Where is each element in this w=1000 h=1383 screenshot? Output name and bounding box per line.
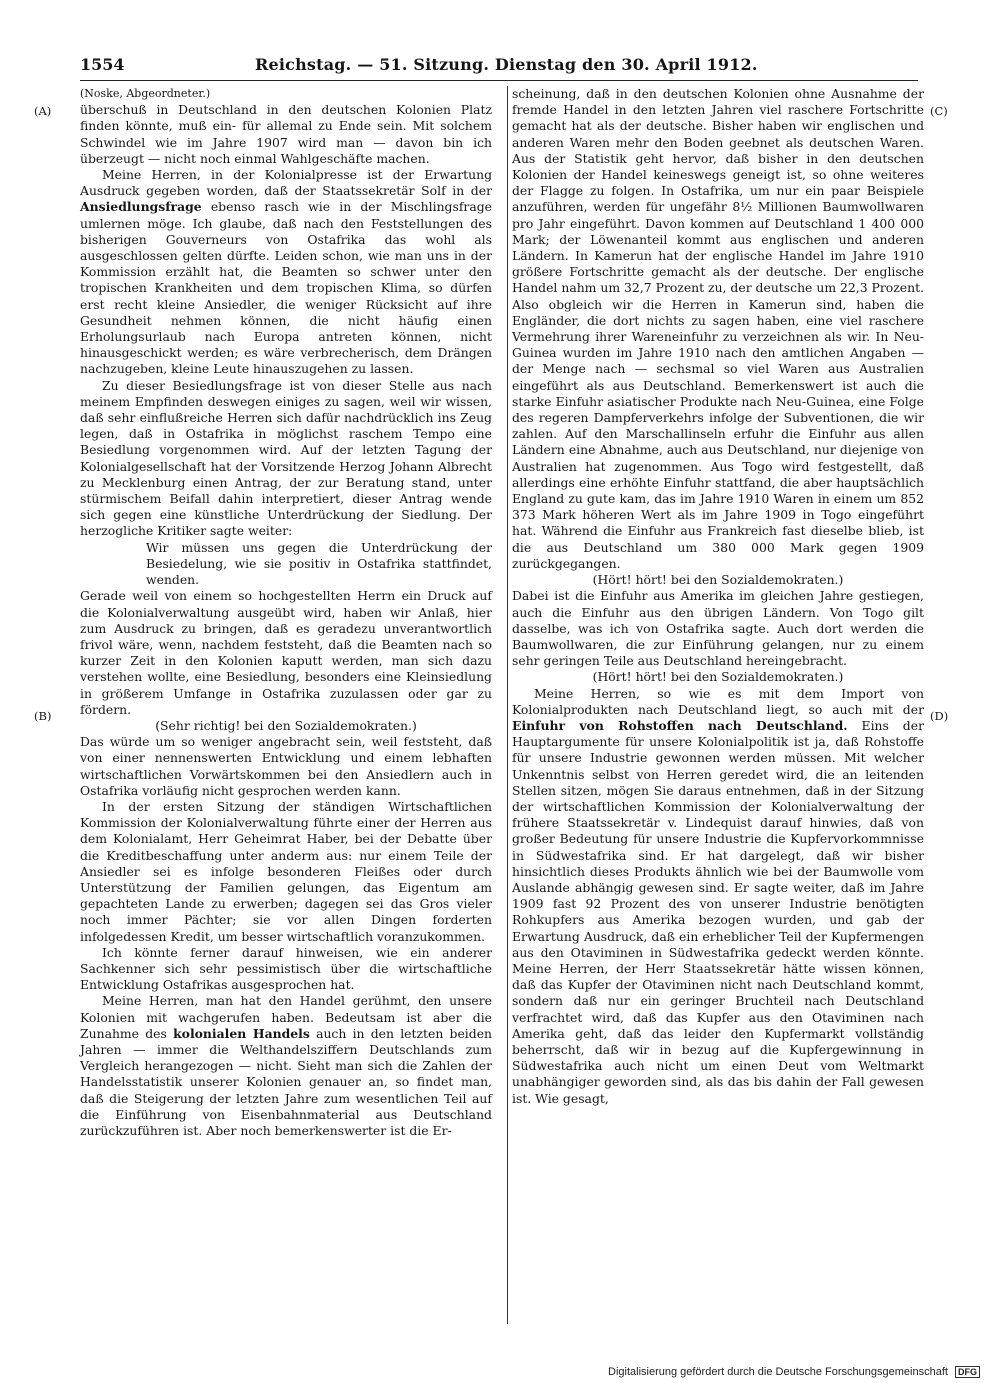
paragraph: Zu dieser Besiedlungsfrage ist von dieser Stelle aus nach meinem Empfinden deswegen einiges zu sagen, weil wir wissen, daß sehr einflußreiche Herren sich dafür nachdrücklich ins Zeug legen, daß in Ostafrika in möglichst raschem Tempo eine Besiedlung vorgenommen wird. Auf der letzten Tagung der Kolonialgesellschaft hat der Vorsitzende Herzog Johann Albrecht zu Mecklenburg einen Antrag, der zur Beratung stand, unter stürmischem Beifall dahin interpretiert, dieser Antrag wende sich gegen eine künstliche Unterdrückung der Siedlung. Der herzogliche Kritiker sagte weiter: (80, 377, 492, 539)
digitization-credit (608, 1366, 980, 1378)
column-divider (507, 86, 508, 1324)
paragraph: Meine Herren, so wie es mit dem Import von Kolonialprodukten nach Deutschland liegt, so auch mit der Einfuhr von Rohstoffen nach Deutschland. Eins der Hauptargumente für unsere Kolonialpolitik ist ja, daß Rohstoffe für unsere Industrie gewonnen werden müssen. Mit welcher Unkenntnis selbst von Herren geredet wird, die an leitenden Stellen sitzen, mögen Sie daraus entnehmen, daß in der Sitzung der wirtschaftlichen Kommission der Kolonialverwaltung der frühere Staatssekretär v. Lindequist darauf hinwies, daß von großer Bedeutung für unsere Industrie die Kupfervorkommnisse in Südwestafrika sind. Er hat dargelegt, daß wir bisher hinsichtlich dieses Produkts ähnlich wie bei der Baumwolle vom Auslande abhängig gewesen sind. Er sagte weiter, daß im Jahre 1909 fast 92 Prozent des von unserer Industrie benötigten Rohkupfers aus Amerika bezogen wurden, und gab der Erwartung Ausdruck, daß ein erheblicher Teil der Kupfermengen aus den Otaviminen in Südwestafrika gedeckt werden könnte. Meine Herren, der Herr Staatssekretär hätte wissen können, daß das Kupfer der Otaviminen nicht nach Deutschland kommt, sondern daß nur ein geringer Bruchteil nach Deutschland verfrachtet wird, daß das Kupfer aus den Otaviminen nach Amerika geht, daß das leider den Kupfermarkt vollständig beherrscht, daß wir in bezug auf die Kupfergewinnung in Südwestafrika auch nicht um einen Deut vom Weltmarkt unabhängiger geworden sind, als das bis dahin der Fall gewesen ist. Wie gesagt, (512, 685, 924, 1106)
quotation: Wir müssen uns gegen die Unterdrückung der Besiedelung, wie sie positiv in Ostafrika stattfindet, wenden. (146, 539, 492, 588)
running-title: Reichstag. — 51. Sitzung. Dienstag den 30. April 1912. (255, 55, 758, 74)
paragraph: Gerade weil von einem so hochgestellten Herrn ein Druck auf die Kolonialverwaltung ausgeübt wird, haben wir Anlaß, hier zum Ausdruck zu bringen, daß es geradezu unverantwortlich frivol wäre, wenn, nachdem feststeht, daß die Beamten nach so kurzer Zeit in den Kolonien kaputt werden, man sich dazu verstehen wollte, eine Besiedlung, besonders eine Kleinsiedlung in größerem Umfange in Ostafrika zuzulassen oder gar zu fördern. (80, 588, 492, 717)
margin-mark-b: (B) (34, 709, 52, 723)
emphasis: Ansiedlungsfrage (80, 199, 202, 215)
paragraph: Das würde um so weniger angebracht sein, weil feststeht, daß von einer nennenswerten Entwicklung und einem lebhaften wirtschaftlichen Vorwärtskommen bei den Ansiedlern auch in Ostafrika vorläufig nicht gesprochen werden kann. (80, 734, 492, 798)
paragraph: überschuß in Deutschland in den deutschen Kolonien Platz finden könnte, muß ein- für allemal zu Ende sein. Mit solchem Schwindel wie im Jahre 1907 wird man — davon bin ich überzeugt — nicht noch einmal Wahlgeschäfte machen. (80, 102, 492, 166)
emphasis: Einfuhr von Rohstoffen nach Deutschland. (512, 717, 848, 733)
left-column (80, 86, 492, 1139)
interjection: (Hört! hört! bei den Sozialdemokraten.) (592, 572, 844, 588)
paragraph: Dabei ist die Einfuhr aus Amerika im gleichen Jahre gestiegen, auch die Einfuhr aus den übrigen Ländern. Von Togo gilt dasselbe, was ich von Ostafrika sagte. Auch dort werden die Baumwollwaren, die zur Einführung gelangen, nur zu einem sehr geringen Teile aus Deutschland hereingebracht. (512, 588, 924, 669)
paragraph: Ich könnte ferner darauf hinweisen, wie ein anderer Sachkenner sich sehr pessimistisch über die wirtschaftliche Entwicklung Ostafrikas ausgesprochen hat. (80, 944, 492, 993)
speaker-label: (Noske, Abgeordneter.) (80, 87, 211, 100)
header-rule (80, 80, 918, 81)
page-header (80, 55, 918, 79)
page-number: 1554 (80, 55, 125, 74)
paragraph: scheinung, daß in den deutschen Kolonien ohne Ausnahme der fremde Handel in den letzten Jahren viel raschere Fortschritte gemacht hat als der deutsche. Bisher haben wir englischen und anderen Waren mehr den Boden geebnet als deutschen Waren. Aus der Statistik geht hervor, daß bisher in den deutschen Kolonien der Handel keineswegs geneigt ist, so ohne weiteres der Flagge zu folgen. In Ostafrika, um nur ein paar Beispiele anzuführen, werden für ungefähr 8½ Millionen Baumwollwaren pro Jahr eingeführt. Davon kommen auf Deutschland 1 400 000 Mark; der Löwenanteil kommt aus englischen und anderen Ländern. In Kamerun hat der englische Handel im Jahre 1910 größere Fortschritte gemacht als der deutsche. Der englische Handel nahm um 32,7 Prozent zu, der deutsche um 22,3 Prozent. Also obgleich wir die Herren in Kamerun sind, haben die Engländer, die dort nichts zu sagen haben, eine viel raschere Vermehrung ihrer Wareneinfuhr zu verzeichnen als wir. In Neu-Guinea wurden im Jahre 1910 nach den amtlichen Angaben — der Menge nach — sechsmal so viel Waren aus Australien eingeführt als aus Deutschland. Bemerkenswert ist auch die starke Einfuhr asiatischer Produkte nach Neu-Guinea, eine Folge des regeren Dampferverkehrs infolge der Subventionen, die wir zahlen. Auf den Marschallinseln erfuhr die Einfuhr aus allen Ländern eine Abnahme, auch aus Deutschland, nur diejenige von Australien hat zugenommen. Aus Togo wird festgestellt, daß allerdings eine erhöhte Einfuhr stattfand, die aber hauptsächlich England zu gute kam, das im Jahre 1910 Waren in einem um 852 373 Mark höheren Wert als im Jahre 1909 in Togo eingeführt hat. Während die Einfuhr aus Frankreich fast dieselbe blieb, ist die aus Deutschland um 380 000 Mark gegen 1909 zurückgegangen. (512, 86, 925, 571)
margin-mark-d: (D) (930, 709, 949, 723)
margin-mark-a: (A) (34, 104, 52, 118)
dfg-logo: DFG (955, 1366, 980, 1378)
paragraph: Meine Herren, man hat den Handel gerühmt, den unsere Kolonien mit wachgerufen haben. Bedeutsam ist aber die Zunahme des kolonialen Handels auch in den letzten beiden Jahren — immer die Welthandelsziffern Deutschlands zum Vergleich herangezogen — nicht. Sieht man sich die Zahlen der Handelsstatistik unserer Kolonien genauer an, so findet man, daß die Steigerung der letzten Jahre zum wesentlichen Teil auf die Einführung von Eisenbahnmaterial aus Deutschland zurückzuführen ist. Aber noch bemerkenswerter ist die Er- (80, 993, 493, 1138)
interjection: (Sehr richtig! bei den Sozialdemokraten.) (155, 717, 417, 733)
interjection: (Hört! hört! bei den Sozialdemokraten.) (592, 669, 844, 685)
paragraph: Meine Herren, in der Kolonialpresse ist der Erwartung Ausdruck gegeben worden, daß der Staatssekretär Solf in der Ansiedlungsfrage ebenso rasch wie in der Mischlingsfrage umlernen möge. Ich glaube, daß nach den Feststellungen des bisherigen Gouverneurs von Ostafrika das wohl als ausgeschlossen gelten dürfte. Leiden schon, wie man uns in der Kommission erzählt hat, die Beamten so schwer unter den tropischen Krankheiten und dem tropischen Klima, so dürfen erst recht kleine Ansiedler, die weniger Rücksicht auf ihre Gesundheit nehmen können, die nicht häufig einen Erholungsurlaub nach Europa antreten können, nicht hinausgeschickt werden; es wäre verbrecherisch, dem Drängen nachzugeben, kleine Leute hinauszugehen zu lassen. (80, 167, 492, 377)
right-column (512, 86, 924, 1107)
margin-mark-c: (C) (930, 104, 948, 118)
paragraph: In der ersten Sitzung der ständigen Wirtschaftlichen Kommission der Kolonialverwaltung führte einer der Herren aus dem Kolonialamt, Herr Geheimrat Haber, bei der Debatte über die Kreditbeschaffung unter anderm aus: nur einem Teile der Ansiedler sei es infolge besonderen Fleißes oder durch Unterstützung der Familien gelungen, das Eigentum am gepachteten Lande zu erwerben; dagegen sei das Gros vieler noch immer Pächter; sie vor allen Dingen forderten infolgedessen Kredit, um besser wirtschaftlich voranzukommen. (80, 798, 492, 944)
credit-text: Digitalisierung gefördert durch die Deutsche Forschungsgemeinschaft (608, 1366, 948, 1378)
emphasis: kolonialen Handels (173, 1025, 310, 1041)
